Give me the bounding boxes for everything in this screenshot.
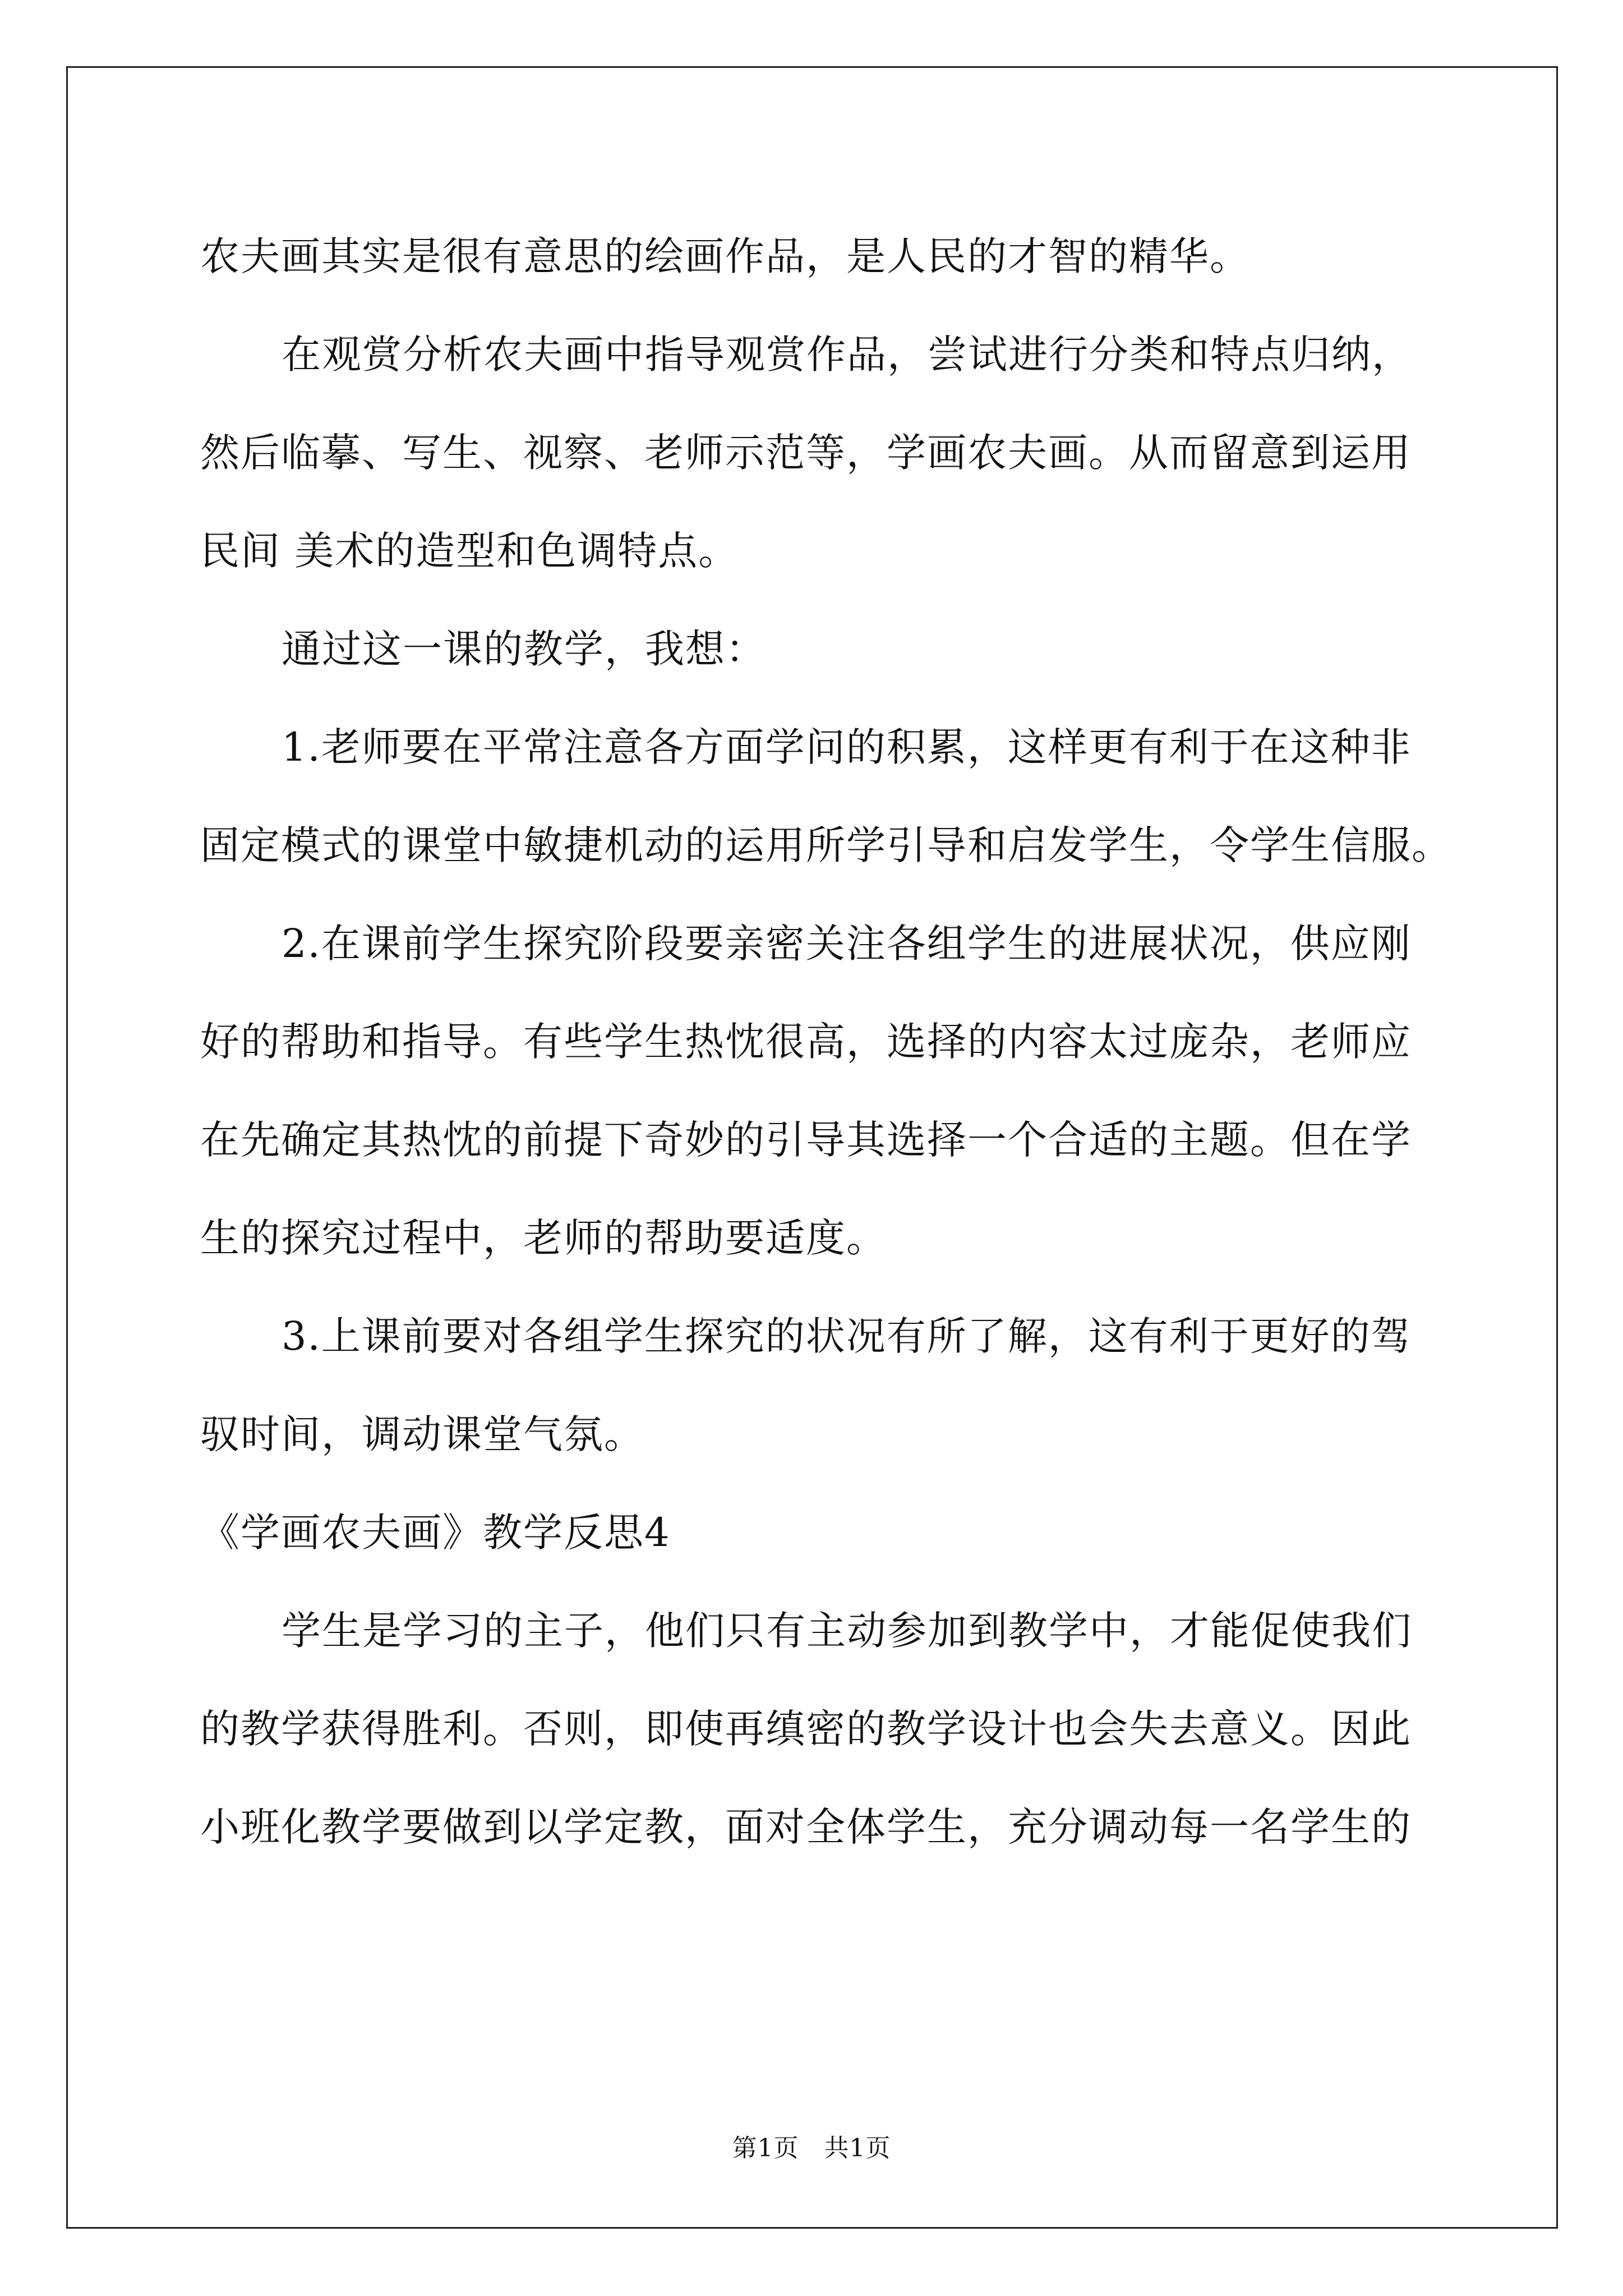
- text-line: 农夫画其实是很有意思的绘画作品，是人民的才智的精华。: [200, 233, 1250, 279]
- text-line: 3.上课前要对各组学生探究的状况有所了解，这有利于更好的驾: [282, 1313, 1412, 1359]
- text-line: 学生是学习的主子，他们只有主动参加到教学中，才能促使我们: [282, 1608, 1412, 1654]
- text-line: 2.在课前学生探究阶段要亲密关注各组学生的进展状况，供应刚: [282, 921, 1412, 967]
- section-heading: 《学画农夫画》教学反思4: [200, 1510, 671, 1556]
- page-footer: 第1页 共1页: [732, 2134, 891, 2162]
- text-line: 在观赏分析农夫画中指导观赏作品，尝试进行分类和特点归纳，: [282, 332, 1412, 378]
- text-line: 在先确定其热忱的前提下奇妙的引导其选择一个合适的主题。但在学: [200, 1117, 1412, 1163]
- text-line: 然后临摹、写生、视察、老师示范等，学画农夫画。从而留意到运用: [200, 430, 1412, 476]
- text-line: 通过这一课的教学，我想：: [282, 626, 766, 672]
- text-line: 好的帮助和指导。有些学生热忱很高，选择的内容太过庞杂，老师应: [200, 1019, 1412, 1065]
- text-line: 固定模式的课堂中敏捷机动的运用所学引导和启发学生，令学生信服。: [200, 822, 1452, 868]
- text-line: 的教学获得胜利。否则，即使再缜密的教学设计也会失去意义。因此: [200, 1706, 1412, 1752]
- text-line: 小班化教学要做到以学定教，面对全体学生，充分调动每一名学生的: [200, 1804, 1412, 1850]
- document-body: [200, 208, 1452, 1876]
- text-line: 驭时间，调动课堂气氛。: [200, 1411, 644, 1457]
- text-line: 民间 美术的造型和色调特点。: [200, 528, 739, 574]
- text-line: 1.老师要在平常注意各方面学问的积累，这样更有利于在这种非: [282, 724, 1412, 770]
- text-line: 生的探究过程中，老师的帮助要适度。: [200, 1215, 887, 1261]
